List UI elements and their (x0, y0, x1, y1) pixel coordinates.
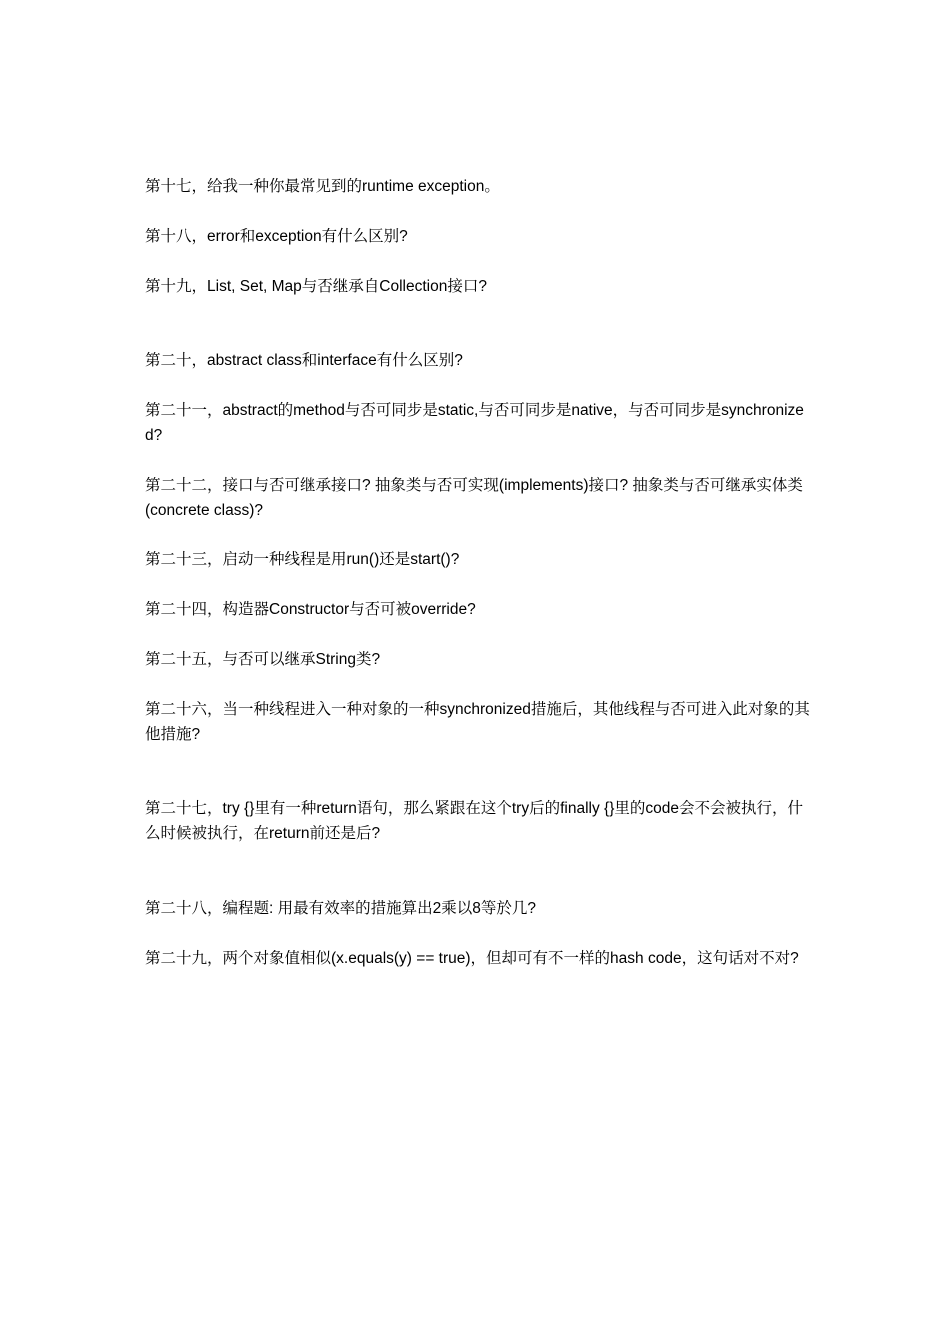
question-20: 第二十，abstract class和interface有什么区别? (145, 352, 463, 369)
question-29: 第二十九，两个对象值相似(x.equals(y) == true)，但却可有不一样的hash code，这句话对不对? (145, 950, 799, 967)
question-23: 第二十三，启动一种线程是用run()还是start()? (145, 551, 460, 568)
question-27: 第二十七，try {}里有一种return语句，那么紧跟在这个try后的finally {}里的code会不会被执行，什么时候被执行，在return前还是后? (145, 800, 803, 842)
question-24: 第二十四，构造器Constructor与否可被override? (145, 601, 476, 618)
question-28: 第二十八，编程题: 用最有效率的措施算出2乘以8等於几? (145, 900, 536, 917)
question-26: 第二十六，当一种线程进入一种对象的一种synchronized措施后，其他线程与否可进入此对象的其他措施? (145, 701, 810, 743)
question-17: 第十七，给我一种你最常见到的runtime exception。 (145, 178, 500, 195)
question-18: 第十八，error和exception有什么区别? (145, 228, 408, 245)
question-25: 第二十五，与否可以继承String类? (145, 651, 381, 668)
question-22: 第二十二，接口与否可继承接口? 抽象类与否可实现(implements)接口? 抽象类与否可继承实体类(concrete class)? (145, 477, 803, 519)
question-21: 第二十一，abstract的method与否可同步是static,与否可同步是native，与否可同步是synchronized? (145, 402, 804, 444)
question-19: 第十九，List, Set, Map与否继承自Collection接口? (145, 278, 487, 295)
